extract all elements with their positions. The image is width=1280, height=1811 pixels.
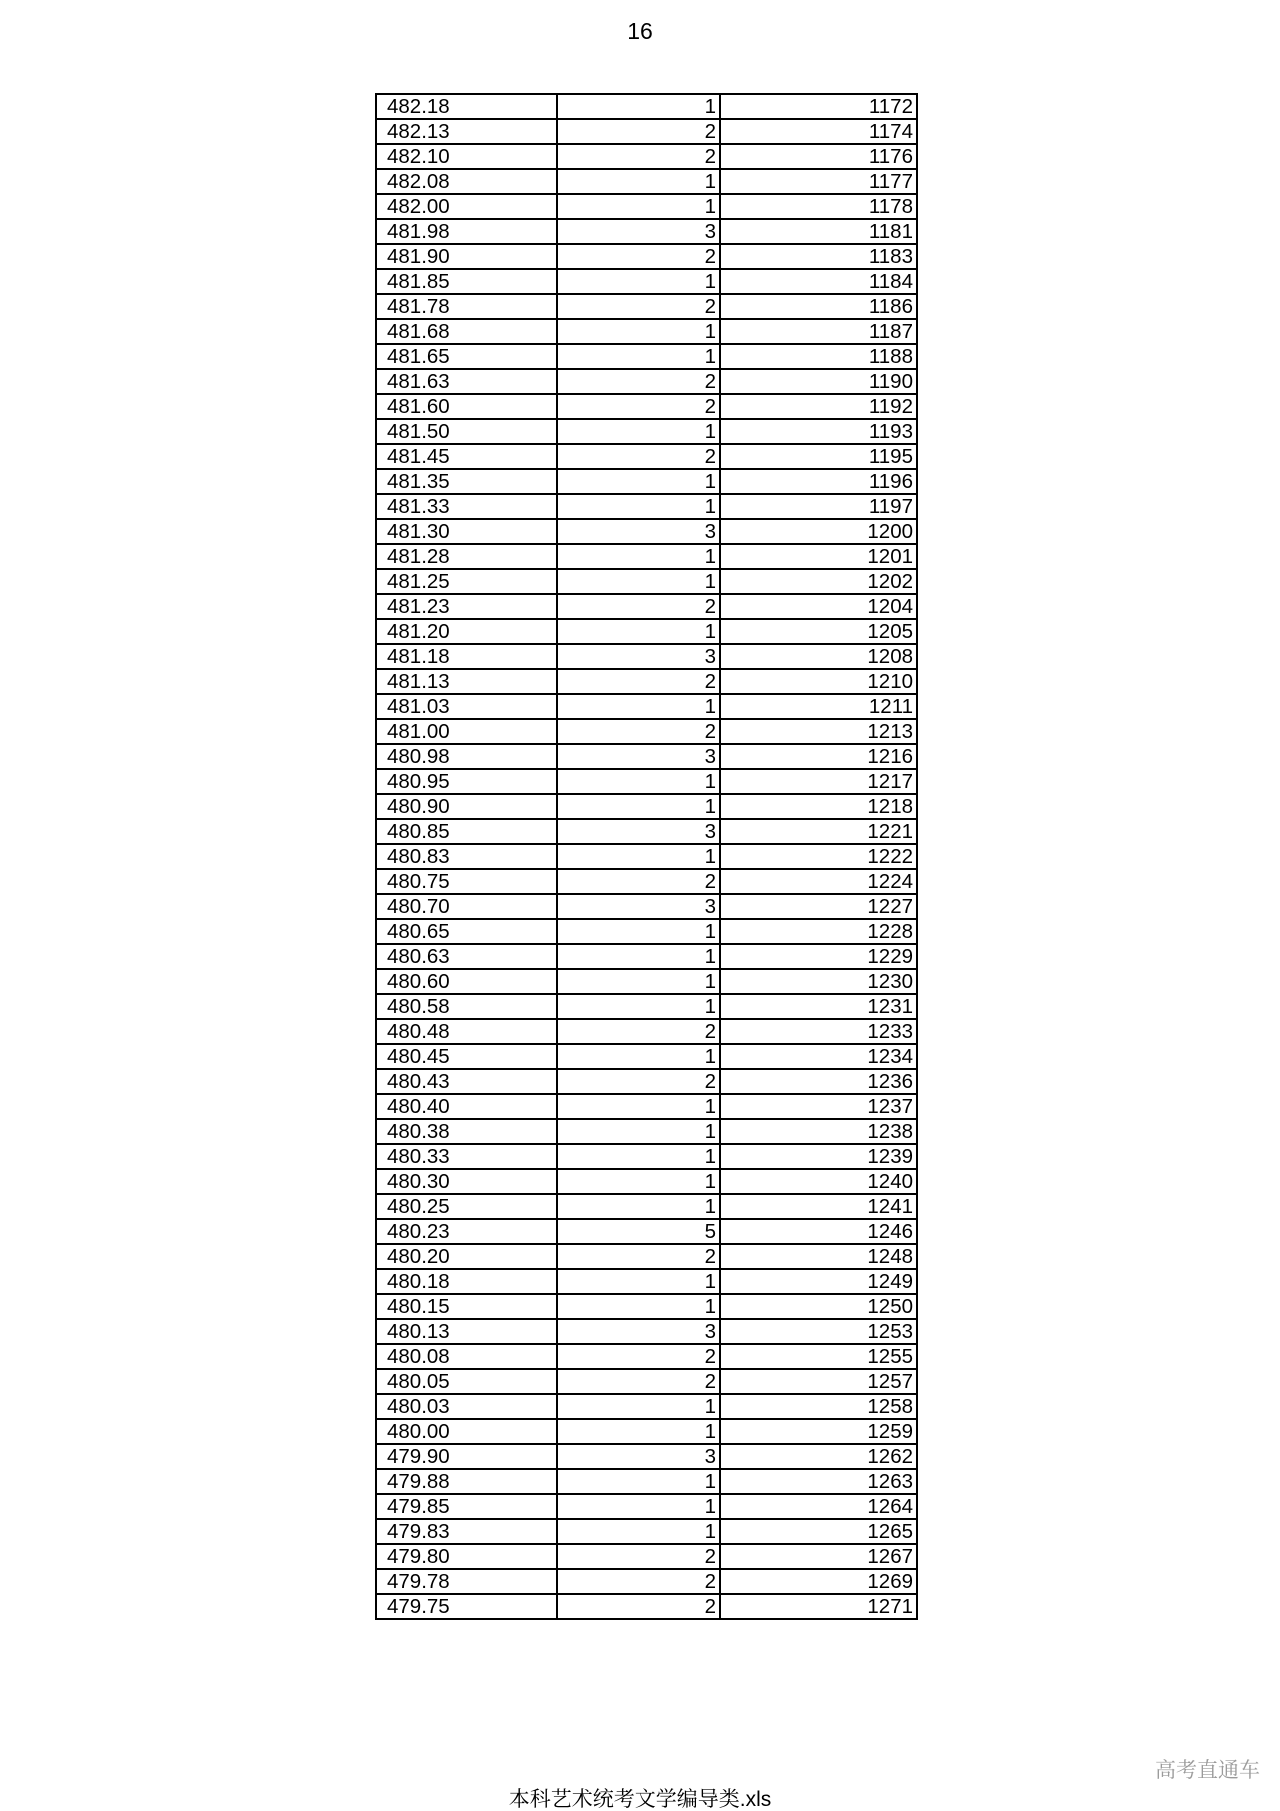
table-row [376,519,917,544]
count-cell: 2 [557,369,720,394]
cumulative-cell: 1196 [720,469,917,494]
table-row [376,544,917,569]
count-cell: 2 [557,1369,720,1394]
score-cell: 480.20 [376,1244,557,1269]
cumulative-cell: 1174 [720,119,917,144]
score-cell: 481.35 [376,469,557,494]
score-cell: 480.83 [376,844,557,869]
table-row [376,1069,917,1094]
count-cell: 1 [557,319,720,344]
table-row [376,269,917,294]
table-row [376,569,917,594]
table-row [376,1244,917,1269]
cumulative-cell: 1210 [720,669,917,694]
score-cell: 480.23 [376,1219,557,1244]
cumulative-cell: 1208 [720,644,917,669]
table-row [376,344,917,369]
score-cell: 481.98 [376,219,557,244]
score-cell: 481.90 [376,244,557,269]
table-row [376,1269,917,1294]
cumulative-cell: 1271 [720,1594,917,1619]
cumulative-cell: 1259 [720,1419,917,1444]
cumulative-cell: 1233 [720,1019,917,1044]
table-row [376,1169,917,1194]
count-cell: 1 [557,1419,720,1444]
table-row [376,1194,917,1219]
count-cell: 1 [557,694,720,719]
score-cell: 480.48 [376,1019,557,1044]
cumulative-cell: 1200 [720,519,917,544]
count-cell: 1 [557,1494,720,1519]
cumulative-cell: 1269 [720,1569,917,1594]
count-cell: 1 [557,94,720,119]
count-cell: 1 [557,844,720,869]
table-row [376,294,917,319]
score-cell: 481.50 [376,419,557,444]
score-cell: 482.00 [376,194,557,219]
score-cell: 481.78 [376,294,557,319]
cumulative-cell: 1248 [720,1244,917,1269]
table-row [376,1019,917,1044]
table-row [376,1544,917,1569]
score-cell: 481.25 [376,569,557,594]
score-cell: 481.18 [376,644,557,669]
table-row [376,794,917,819]
table-row [376,1394,917,1419]
count-cell: 2 [557,1569,720,1594]
table-row [376,769,917,794]
score-cell: 482.10 [376,144,557,169]
count-cell: 3 [557,744,720,769]
count-cell: 1 [557,544,720,569]
score-cell: 481.60 [376,394,557,419]
score-cell: 480.43 [376,1069,557,1094]
score-cell: 481.33 [376,494,557,519]
page-number: 16 [627,18,653,44]
cumulative-cell: 1237 [720,1094,917,1119]
score-cell: 480.85 [376,819,557,844]
table-row [376,1119,917,1144]
score-cell: 480.18 [376,1269,557,1294]
cumulative-cell: 1249 [720,1269,917,1294]
table-row [376,594,917,619]
cumulative-cell: 1183 [720,244,917,269]
cumulative-cell: 1241 [720,1194,917,1219]
table-row [376,919,917,944]
score-cell: 479.90 [376,1444,557,1469]
table-row [376,1419,917,1444]
count-cell: 2 [557,669,720,694]
score-cell: 480.45 [376,1044,557,1069]
table-row [376,819,917,844]
cumulative-cell: 1258 [720,1394,917,1419]
count-cell: 2 [557,719,720,744]
table-row [376,1144,917,1169]
cumulative-cell: 1213 [720,719,917,744]
count-cell: 1 [557,794,720,819]
watermark: 高考直通车 [1155,1759,1260,1782]
table-row [376,844,917,869]
score-cell: 480.00 [376,1419,557,1444]
count-cell: 2 [557,1019,720,1044]
count-cell: 2 [557,294,720,319]
count-cell: 1 [557,569,720,594]
score-cell: 481.00 [376,719,557,744]
count-cell: 1 [557,1094,720,1119]
cumulative-cell: 1204 [720,594,917,619]
count-cell: 1 [557,919,720,944]
cumulative-cell: 1172 [720,94,917,119]
count-cell: 5 [557,1219,720,1244]
cumulative-cell: 1246 [720,1219,917,1244]
score-cell: 480.60 [376,969,557,994]
table-row [376,994,917,1019]
count-cell: 1 [557,1044,720,1069]
count-cell: 3 [557,894,720,919]
count-cell: 2 [557,1069,720,1094]
score-cell: 481.45 [376,444,557,469]
score-cell: 480.90 [376,794,557,819]
count-cell: 1 [557,944,720,969]
score-cell: 480.13 [376,1319,557,1344]
score-cell: 481.85 [376,269,557,294]
count-cell: 3 [557,819,720,844]
count-cell: 3 [557,219,720,244]
table-row [376,694,917,719]
table-row [376,394,917,419]
count-cell: 1 [557,1519,720,1544]
score-cell: 481.65 [376,344,557,369]
score-cell: 479.78 [376,1569,557,1594]
table-row [376,744,917,769]
footer-filename: 本科艺术统考文学编导类.xls [508,1788,772,1811]
table-row [376,1519,917,1544]
table-row [376,94,917,119]
cumulative-cell: 1250 [720,1294,917,1319]
cumulative-cell: 1255 [720,1344,917,1369]
cumulative-cell: 1192 [720,394,917,419]
table-row [376,1469,917,1494]
cumulative-cell: 1230 [720,969,917,994]
table-row [376,1294,917,1319]
count-cell: 1 [557,769,720,794]
score-cell: 479.80 [376,1544,557,1569]
table-row [376,319,917,344]
cumulative-cell: 1188 [720,344,917,369]
count-cell: 2 [557,244,720,269]
count-cell: 1 [557,994,720,1019]
cumulative-cell: 1229 [720,944,917,969]
count-cell: 3 [557,1319,720,1344]
table-row [376,119,917,144]
score-cell: 480.75 [376,869,557,894]
count-cell: 2 [557,444,720,469]
cumulative-cell: 1267 [720,1544,917,1569]
score-cell: 482.18 [376,94,557,119]
score-cell: 481.23 [376,594,557,619]
cumulative-cell: 1187 [720,319,917,344]
cumulative-cell: 1234 [720,1044,917,1069]
cumulative-cell: 1224 [720,869,917,894]
score-table [375,93,918,1620]
count-cell: 2 [557,394,720,419]
cumulative-cell: 1227 [720,894,917,919]
table-row [376,869,917,894]
count-cell: 1 [557,469,720,494]
table-row [376,469,917,494]
score-cell: 480.58 [376,994,557,1019]
table-row [376,194,917,219]
cumulative-cell: 1265 [720,1519,917,1544]
table-row [376,644,917,669]
cumulative-cell: 1221 [720,819,917,844]
cumulative-cell: 1178 [720,194,917,219]
score-cell: 480.05 [376,1369,557,1394]
score-cell: 480.33 [376,1144,557,1169]
count-cell: 2 [557,1544,720,1569]
table-row [376,494,917,519]
table-row [376,244,917,269]
score-cell: 479.88 [376,1469,557,1494]
count-cell: 1 [557,269,720,294]
score-cell: 480.03 [376,1394,557,1419]
cumulative-cell: 1195 [720,444,917,469]
count-cell: 1 [557,419,720,444]
cumulative-cell: 1193 [720,419,917,444]
score-cell: 479.85 [376,1494,557,1519]
count-cell: 2 [557,119,720,144]
table-row [376,944,917,969]
count-cell: 1 [557,1194,720,1219]
cumulative-cell: 1262 [720,1444,917,1469]
cumulative-cell: 1236 [720,1069,917,1094]
count-cell: 1 [557,1294,720,1319]
table-row [376,1594,917,1619]
cumulative-cell: 1211 [720,694,917,719]
score-cell: 480.70 [376,894,557,919]
score-cell: 481.63 [376,369,557,394]
count-cell: 1 [557,1169,720,1194]
score-cell: 480.98 [376,744,557,769]
score-cell: 480.63 [376,944,557,969]
cumulative-cell: 1181 [720,219,917,244]
count-cell: 3 [557,644,720,669]
count-cell: 1 [557,1394,720,1419]
table-row [376,669,917,694]
score-cell: 480.08 [376,1344,557,1369]
score-cell: 479.75 [376,1594,557,1619]
cumulative-cell: 1222 [720,844,917,869]
count-cell: 2 [557,1594,720,1619]
score-cell: 481.13 [376,669,557,694]
count-cell: 1 [557,344,720,369]
count-cell: 1 [557,1269,720,1294]
cumulative-cell: 1257 [720,1369,917,1394]
count-cell: 3 [557,1444,720,1469]
cumulative-cell: 1239 [720,1144,917,1169]
count-cell: 1 [557,969,720,994]
cumulative-cell: 1263 [720,1469,917,1494]
score-table-body [376,94,917,1619]
count-cell: 2 [557,594,720,619]
table-row [376,1344,917,1369]
score-cell: 481.30 [376,519,557,544]
cumulative-cell: 1202 [720,569,917,594]
cumulative-cell: 1190 [720,369,917,394]
count-cell: 1 [557,1144,720,1169]
score-cell: 480.40 [376,1094,557,1119]
table-row [376,1044,917,1069]
cumulative-cell: 1205 [720,619,917,644]
score-cell: 480.15 [376,1294,557,1319]
score-cell: 479.83 [376,1519,557,1544]
score-cell: 480.95 [376,769,557,794]
cumulative-cell: 1264 [720,1494,917,1519]
table-row [376,619,917,644]
score-cell: 481.03 [376,694,557,719]
score-cell: 482.13 [376,119,557,144]
score-cell: 481.20 [376,619,557,644]
table-row [376,419,917,444]
cumulative-cell: 1253 [720,1319,917,1344]
score-cell: 481.28 [376,544,557,569]
cumulative-cell: 1231 [720,994,917,1019]
table-row [376,369,917,394]
cumulative-cell: 1186 [720,294,917,319]
table-row [376,1369,917,1394]
cumulative-cell: 1218 [720,794,917,819]
table-row [376,444,917,469]
count-cell: 2 [557,869,720,894]
score-cell: 480.30 [376,1169,557,1194]
count-cell: 2 [557,144,720,169]
cumulative-cell: 1197 [720,494,917,519]
score-cell: 482.08 [376,169,557,194]
table-row [376,969,917,994]
table-row [376,169,917,194]
cumulative-cell: 1238 [720,1119,917,1144]
count-cell: 2 [557,1344,720,1369]
count-cell: 3 [557,519,720,544]
cumulative-cell: 1240 [720,1169,917,1194]
cumulative-cell: 1184 [720,269,917,294]
score-cell: 480.25 [376,1194,557,1219]
score-cell: 480.38 [376,1119,557,1144]
cumulative-cell: 1217 [720,769,917,794]
count-cell: 1 [557,169,720,194]
count-cell: 2 [557,1244,720,1269]
table-row [376,1319,917,1344]
cumulative-cell: 1177 [720,169,917,194]
count-cell: 1 [557,1119,720,1144]
table-row [376,1219,917,1244]
table-row [376,1569,917,1594]
cumulative-cell: 1201 [720,544,917,569]
score-cell: 481.68 [376,319,557,344]
cumulative-cell: 1228 [720,919,917,944]
table-row [376,219,917,244]
table-row [376,1444,917,1469]
count-cell: 1 [557,619,720,644]
table-row [376,1094,917,1119]
count-cell: 1 [557,194,720,219]
table-row [376,894,917,919]
table-row [376,144,917,169]
table-row [376,719,917,744]
count-cell: 1 [557,494,720,519]
count-cell: 1 [557,1469,720,1494]
cumulative-cell: 1176 [720,144,917,169]
table-row [376,1494,917,1519]
cumulative-cell: 1216 [720,744,917,769]
score-cell: 480.65 [376,919,557,944]
